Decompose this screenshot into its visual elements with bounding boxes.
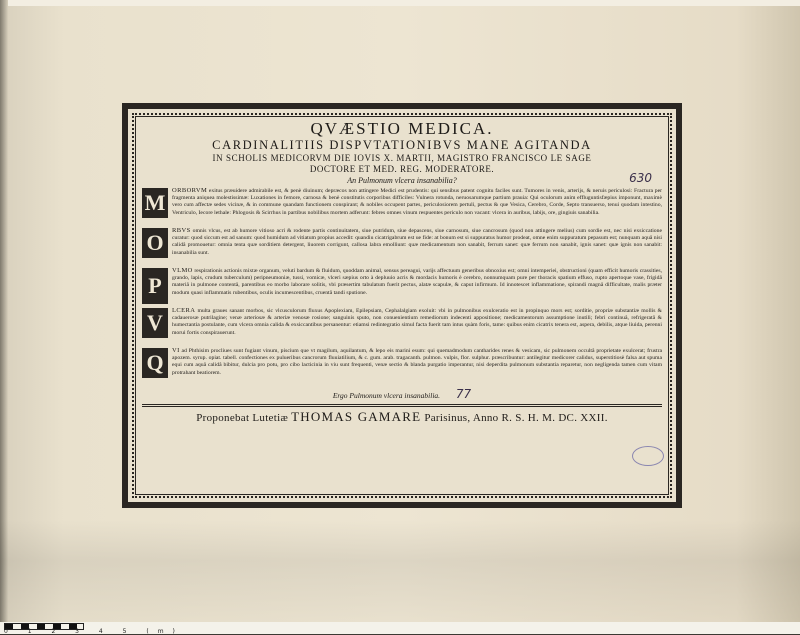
paragraph-3 xyxy=(142,267,662,303)
paragraph-2 xyxy=(142,227,662,263)
drop-cap-p: P xyxy=(142,268,168,304)
paragraph-4 xyxy=(142,307,662,343)
measurement-ruler xyxy=(0,622,800,634)
footer-author: THOMAS GAMARE xyxy=(291,409,422,424)
ruler-label: 0 1 2 3 4 5 (m) xyxy=(4,628,184,635)
paragraph-lead: VI xyxy=(172,347,180,354)
paragraph-body: omnis vlcus, est ab humore vitioso acri & rodente partis continuitatem, siue putridum, siue depascens, siue carnosum, siue cancrosum (quod non attingere melius) cum sordie est, nec nisi exsiccatione curatur: quod siccum est ad sanum: quod humidum ad vitiatum propius accedit: quandiu cicatrigabrum est ue fide: at bonum est si suppuratus humor prodeat, omne enim suppuratum pepasum est; nunquam aquâ nisi calidâ promouetur: omnia tenta quæ sorditiem detergent, liuorem corrigunt, callosa labra emolliunt: quæ medicamentum non sanabit, ferrum sanet: quæ ferrum non sanabit, ignis sanet: quæ ignis non sanabit: insanabilia sunt. xyxy=(172,228,662,256)
page-fold-shadow xyxy=(0,520,800,622)
handwritten-number: 77 xyxy=(455,387,472,401)
paragraph-1 xyxy=(142,187,662,223)
footer-rule-top xyxy=(142,404,662,405)
library-stamp xyxy=(632,446,664,466)
drop-cap-q: Q xyxy=(142,348,168,378)
thesis-title: QVÆSTIO MEDICA. xyxy=(310,119,494,138)
ornamental-border xyxy=(122,103,682,508)
footer-date: Parisinus, Anno R. S. H. M. DC. XXII. xyxy=(424,412,608,424)
paragraph-5 xyxy=(142,347,662,383)
paragraph-body: multa graues sanant morbos, sic vlcusculorum fluxus Apoplexiam, Epilepsiam, Cephalalgiam exoluit: vbi in pulmonibus exulceratio est in propinquo mors est; sorditie, propriæ substantiæ mollis & cadauerosæ putrilagine; venæ arteriosæ & arteriæ venosæ rosione; sanguinis sputo, non conuenientium remediorum indecenti appositione; medicamentorum assumptione inutili; febri continuâ, refrigeratâ & humectantia postulante, cum vlcera omnia calida & exsiccantibus persanentur: etiamsi redintegratio simul facta fuerit tam intus quàm foris, tame: quibus enim cicatrix tenera est, aspera, debilis, atque liuida, perenni morui fortis conspirauerunt. xyxy=(172,308,662,336)
conclusion-text: Ergo Pulmonum vlcera insanabilia. xyxy=(332,391,441,400)
thesis-text-block xyxy=(142,119,662,492)
thesis-footer xyxy=(142,409,662,425)
thesis-conclusion xyxy=(142,387,662,401)
paragraph-lead: ORBORVM xyxy=(172,187,208,194)
thesis-place-date: IN SCHOLIS MEDICORVM DIE IOVIS X. MARTII, MAGISTRO FRANCISCO LE SAGE xyxy=(212,153,592,163)
page-top-edge xyxy=(0,0,800,6)
drop-cap-o: O xyxy=(142,228,168,258)
thesis-subtitle: CARDINALITIIS DISPVTATIONIBVS MANE AGITANDA xyxy=(212,138,592,152)
drop-cap-v: V xyxy=(142,308,168,338)
paragraph-lead: RBVS xyxy=(172,227,191,234)
paragraph-lead: VLMO xyxy=(172,267,193,274)
thesis-question: An Pulmonum vlcera insanabilia? xyxy=(347,176,457,185)
paragraph-body: ad Phthisim procliues sunt fugiant vinum, piscium que vt magilum, aquilantum, & lepo eis marini esum: qui quemadmodum cantharides renes & vesicam, sic pulmonem occultâ proprietate exulcerat; frustra apozem. syrup. opiat. tabell. confectiones ex pulueribus cancrorum fluuiatilium, & c. gum. arab. tragacanth. pulmon. vulpis, flor. sulphur. præscribuntur: antilegitur medicorer calidus, superstitiosè falsa aut spuma equi cum aquâ calidâ bibitur, dulcia pro potu, pro cibo lacticinia in viu sunt frequenti, venæ sectio & blanda purgatio imperantur, nisi deperdita pulmonum substantia reparetur, non negligenda tamen cum vitam protrahant beatiorem. xyxy=(172,348,662,376)
page-number-handwritten: 630 xyxy=(629,171,652,185)
thesis-moderator: DOCTORE ET MED. REG. MODERATORE. xyxy=(309,164,495,174)
footer-place: Proponebat Lutetiæ xyxy=(196,412,289,424)
paragraph-lead: LCERA xyxy=(172,307,196,314)
drop-cap-m: M xyxy=(142,188,168,218)
footer-rule-bottom xyxy=(142,406,662,407)
paragraph-body: exitus præuidere admirabile est, & penè diuinum; depræcos non attingere Medici est prudentis: qui sensibus patent cognitu faciles sunt. Tumores in venis, arterijs, & neruis periculosi: Fractura per fragmenta aniquea molestissimæ: Luxationes in femore, carnosa & benè constitutis corporibus difficiles: Vulnera rotunda, neruosarumque partium prauia: Qui oculorum anim effluguntisfæpius imponunt, maximè vero cum affectæ sedes vicinæ, & in commune quandam functionem conspirant; & nobiles occupent partes, periculosiorem pertuli, pectus & que Vesica, Cerebro, Corde, Septo transuerso, tenui quodam intestino, Ventriculo, Iecore lethale: Phlogosis & Scirrhus in partibus nobilibus mortem adferunt: febres omnes vinum respuentes periculo non vacant: vlcera in auribus, labijs, ore, gingiuis sanabilia. xyxy=(172,188,662,216)
paragraph-body: respirationis actionis mixtæ organum, veluti bardum & fluidum, quoddam animal, sensus pereagui, varijs affectuum generibus obnoxius est; omni intemperiei, obstructioni (quam efficit humoris crassities, grando, lapis, crudum tuberculum) peripneumoniæ, tussi, vomicæ, vlceri sæpius orto à depluuio acris & mordacis humoris è cerebro, nonnumquam pure per thoracis spatium effuso, rupto apertoque vase, frigidâ materiâ in pulmone contentâ, parentibus eo morbo laborare solitis, vbi præsertim tabulatum fuerit pectus, alatæ scapulæ, & caput infirmum. Id innotescet inflammatione, spirandi magnâ difficultate, malis præter modum quasi inflammatis rubentibus, oculis incumescentibus, cruentâ tandi sputione. xyxy=(172,268,662,296)
